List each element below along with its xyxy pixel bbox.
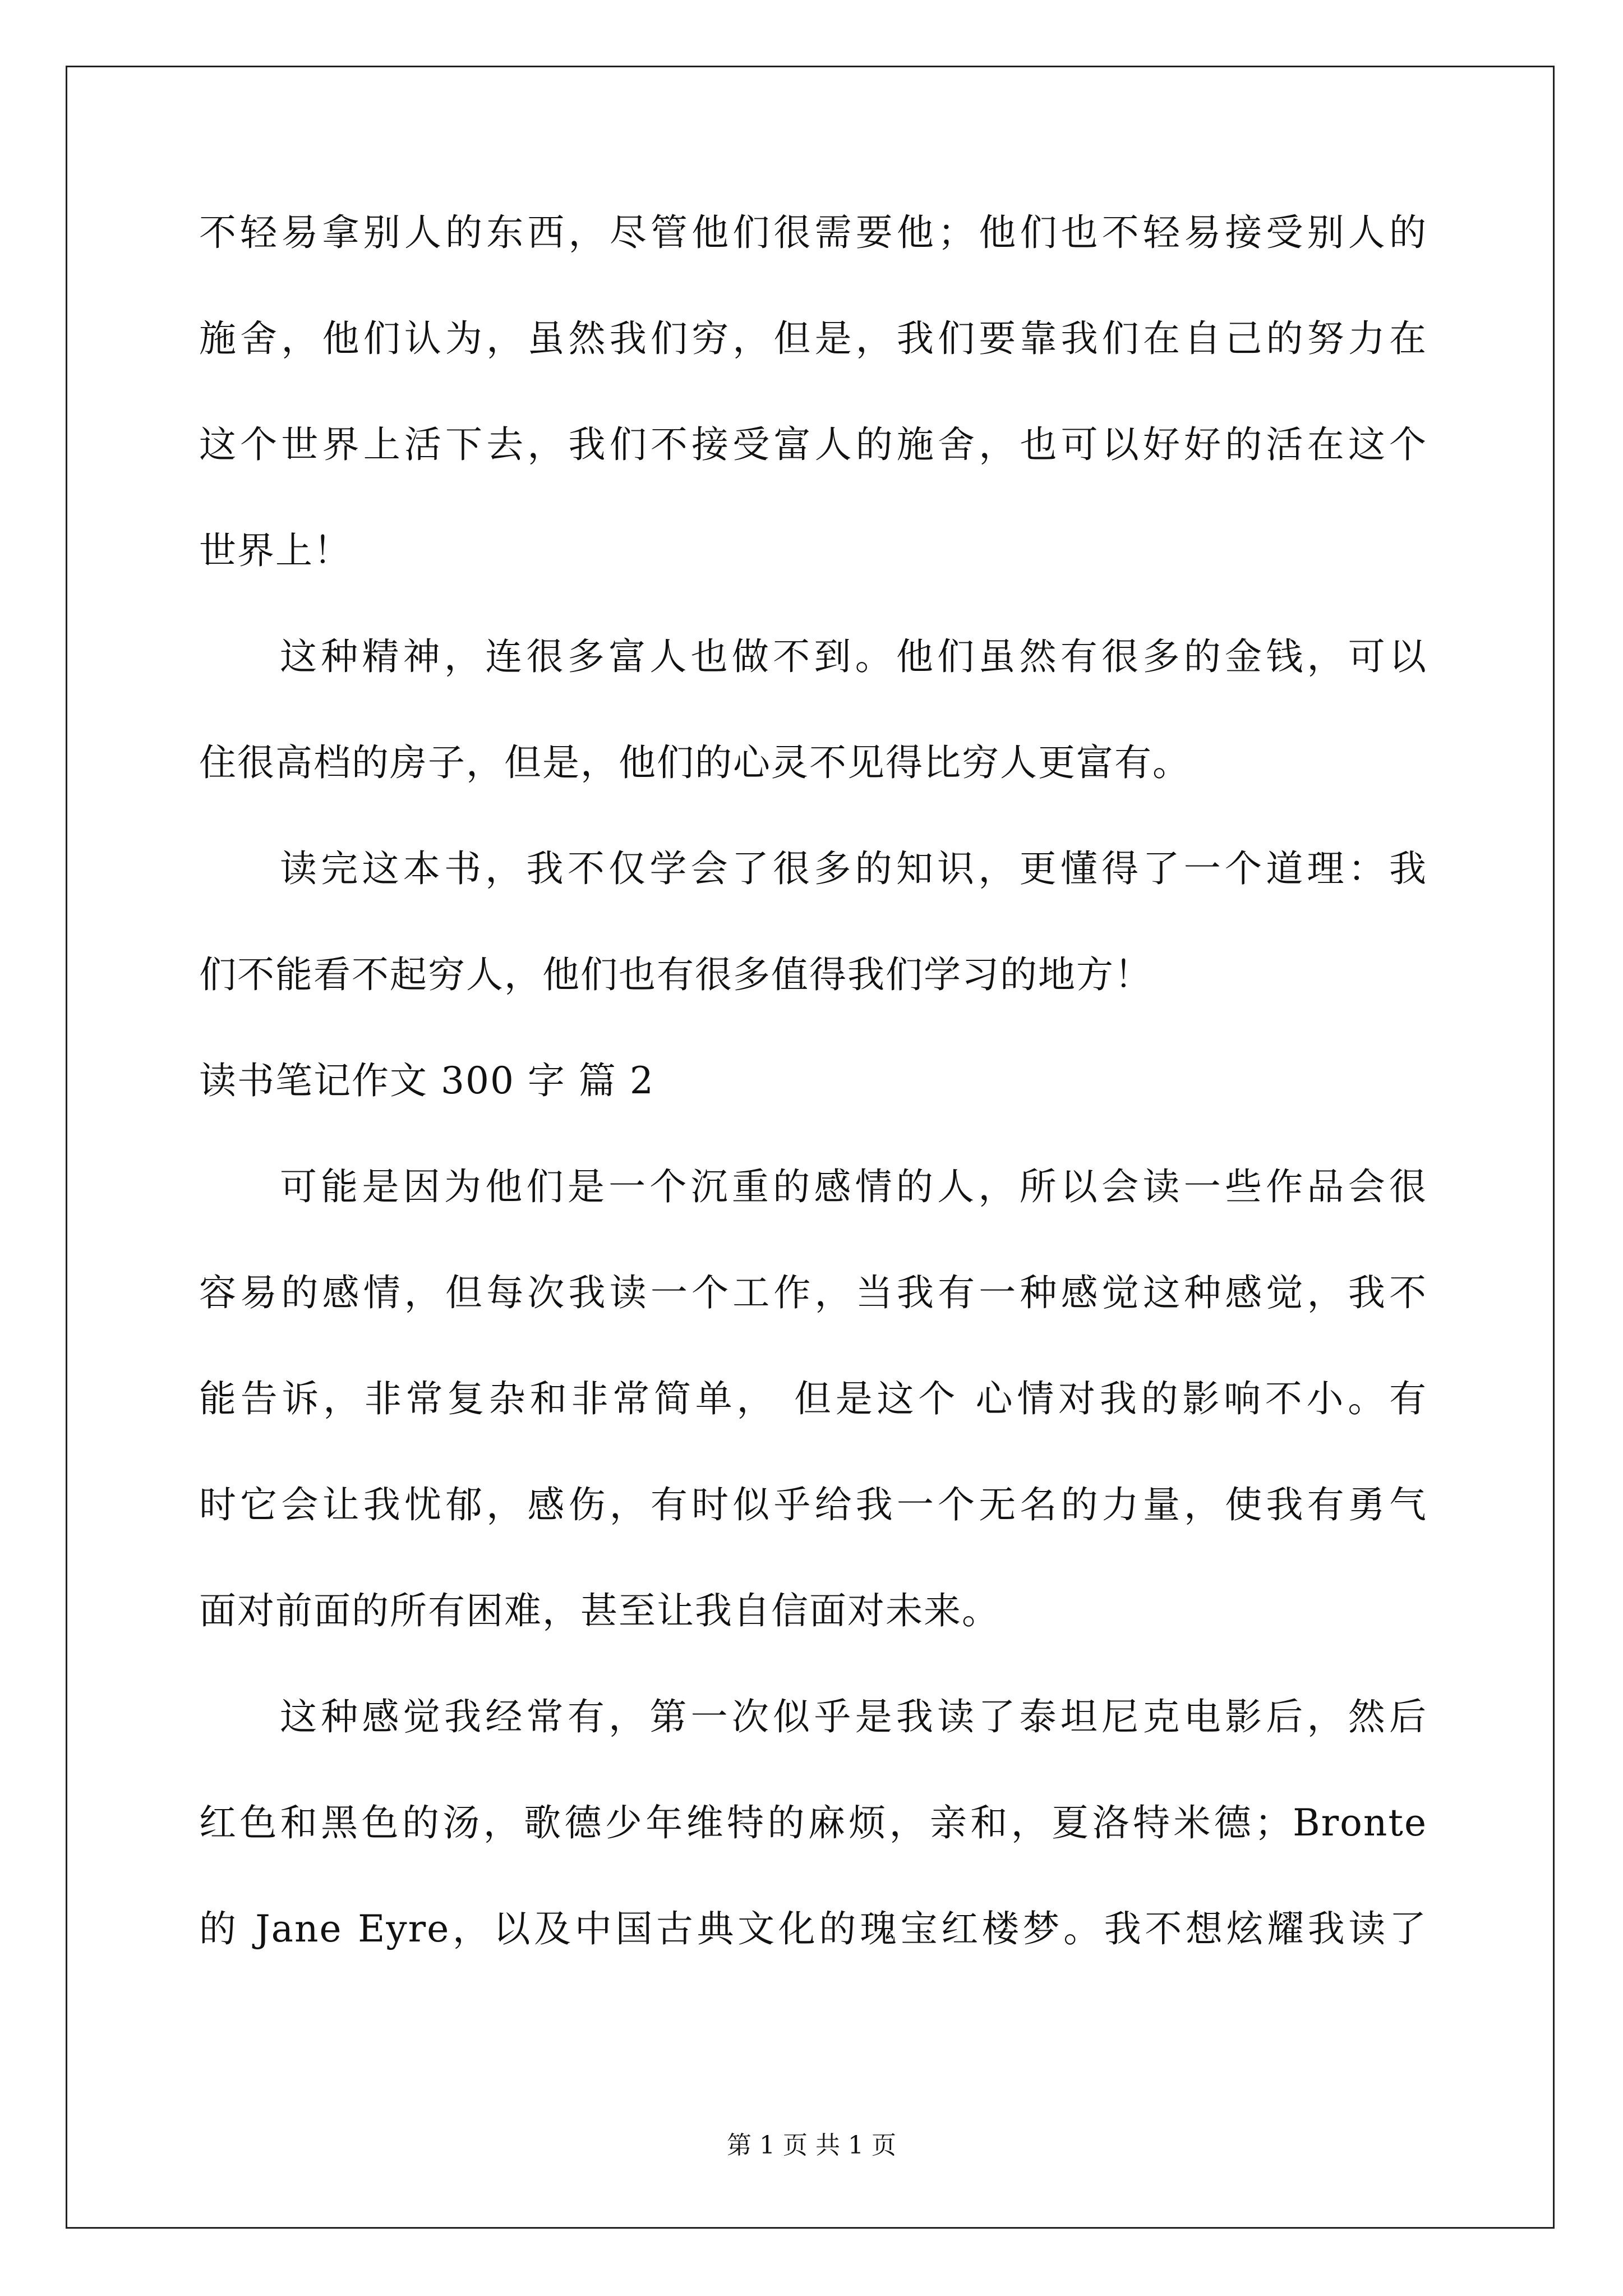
text-line: 时它会让我忧郁，感伤，有时似乎给我一个无名的力量，使我有勇气 [199,1483,1427,1526]
text-line: 施舍，他们认为，虽然我们穷，但是，我们要靠我们在自己的努力在 [199,317,1427,360]
page-border [66,66,1555,2229]
paragraph-first-line: 可能是因为他们是一个沉重的感情的人，所以会读一些作品会很 [280,1165,1427,1208]
paragraph-first-line: 这种精神，连很多富人也做不到。他们虽然有很多的金钱，可以 [280,635,1427,678]
section-heading: 读书笔记作文 300 字 篇 2 [199,1059,654,1102]
page-footer: 第 1 页 共 1 页 [727,2131,896,2160]
text-line: 世界上！ [199,529,352,572]
text-line: 这个世界上活下去，我们不接受富人的施舍，也可以好好的活在这个 [199,423,1427,466]
text-line: 不轻易拿别人的东西，尽管他们很需要他；他们也不轻易接受别人的 [199,211,1427,254]
text-line: 能告诉，非常复杂和非常简单， 但是这个 心情对我的影响不小。有 [199,1377,1427,1420]
text-line: 面对前面的所有困难，甚至让我自信面对未来。 [199,1589,1000,1632]
text-line: 红色和黑色的汤，歌德少年维特的麻烦，亲和，夏洛特米德；Bronte [199,1801,1427,1844]
text-line: 们不能看不起穷人，他们也有很多值得我们学习的地方！ [199,953,1152,996]
paragraph-first-line: 读完这本书，我不仅学会了很多的知识，更懂得了一个道理：我 [280,847,1427,890]
text-line: 容易的感情，但每次我读一个工作，当我有一种感觉这种感觉，我不 [199,1271,1427,1314]
paragraph-first-line: 这种感觉我经常有，第一次似乎是我读了泰坦尼克电影后，然后 [280,1695,1427,1738]
text-line: 的 Jane Eyre，以及中国古典文化的瑰宝红楼梦。我不想炫耀我读了 [199,1907,1427,1950]
text-line: 住很高档的房子，但是，他们的心灵不见得比穷人更富有。 [199,741,1191,784]
